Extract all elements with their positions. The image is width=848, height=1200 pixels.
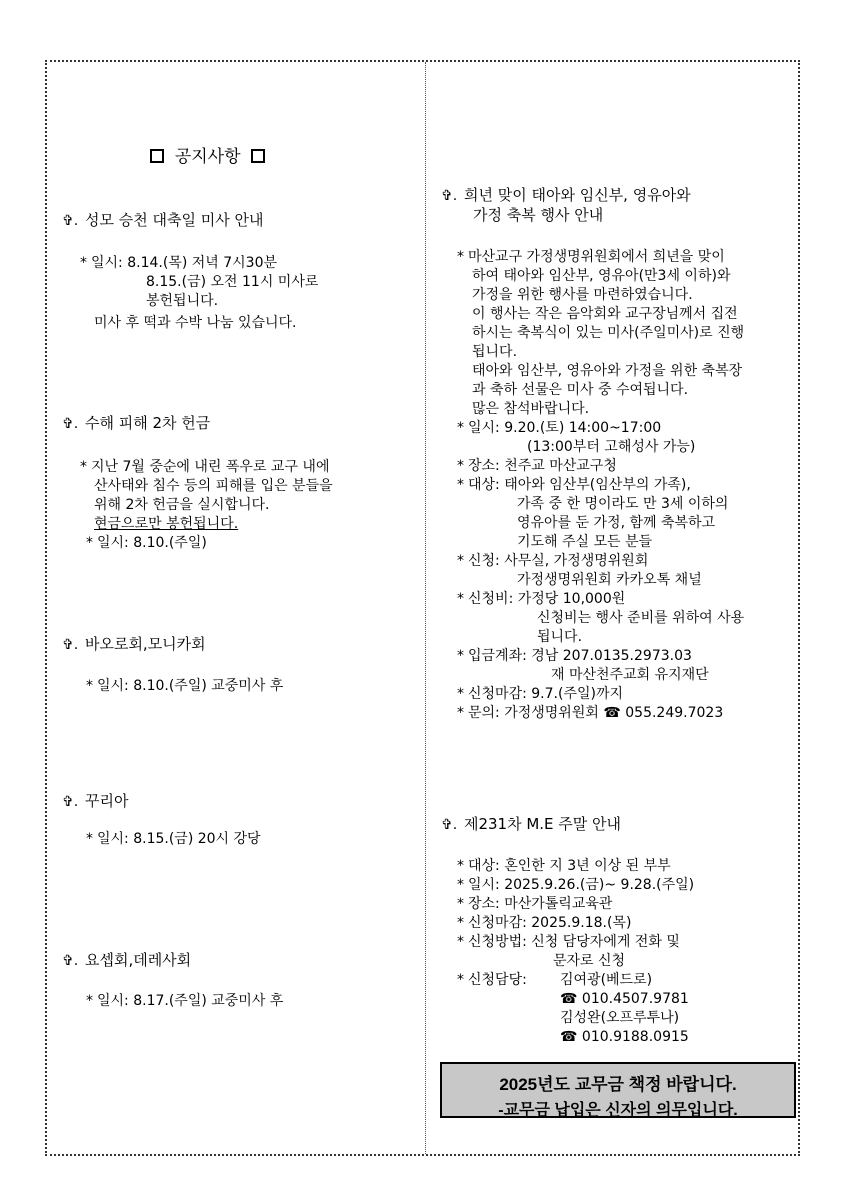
detail-line: * 문의: 가정생명위원회 ☎ 055.249.7023 xyxy=(457,705,724,721)
column-divider xyxy=(425,62,426,1154)
detail-line: * 장소: 마산가톨릭교육관 xyxy=(457,896,613,912)
notice-line: * 마산교구 가정생명위원회에서 희년을 맞이 xyxy=(457,249,725,265)
notice-line: 산사태와 침수 등의 피해를 입은 분들을 xyxy=(94,478,333,494)
contact-name: 김성완(오프루투나) xyxy=(560,1010,680,1026)
contact-phone: ☎ 010.9188.0915 xyxy=(560,1029,689,1045)
notice-line: 하시는 축복식이 있는 미사(주일미사)로 진행 xyxy=(472,325,745,341)
cross-icon: ✞. xyxy=(441,817,458,833)
phone-icon: ☎ xyxy=(560,1029,578,1045)
detail-line: 영유아를 둔 가정, 함께 축복하고 xyxy=(517,515,716,531)
detail-line: * 신청: 사무실, 가정생명위원회 xyxy=(457,553,649,569)
notice-line: 봉헌됩니다. xyxy=(146,293,219,309)
section-heading: ✞. 바오로회,모니카회 xyxy=(62,635,206,653)
section-heading: ✞. 수해 피해 2차 헌금 xyxy=(62,414,211,432)
phone-icon: ☎ xyxy=(603,705,621,721)
cross-icon: ✞. xyxy=(62,953,79,969)
detail-line: 문자로 신청 xyxy=(553,953,626,969)
notice-line: * 일시: 8.10.(주일) xyxy=(86,535,207,551)
phone-number: 055.249.7023 xyxy=(625,705,724,721)
page-title xyxy=(150,148,265,167)
detail-line: 됩니다. xyxy=(537,629,583,645)
detail-line: * 장소: 천주교 마산교구청 xyxy=(457,458,617,474)
banner-line-1: 2025년도 교무금 책정 바랍니다. xyxy=(499,1075,737,1094)
square-bullet-icon xyxy=(251,149,265,163)
notice-line: 8.15.(금) 오전 11시 미사로 xyxy=(146,274,319,290)
notice-line: 하여 태아와 임산부, 영유아(만3세 이하)와 xyxy=(472,268,731,284)
notice-line: * 일시: 8.14.(목) 저녁 7시30분 xyxy=(80,255,278,271)
detail-line: 기도해 주실 모든 분들 xyxy=(517,534,653,550)
cross-icon: ✞. xyxy=(441,188,458,204)
section-heading: ✞. 꾸리아 xyxy=(62,792,129,810)
section-heading: ✞. 제231차 M.E 주말 안내 xyxy=(441,815,622,833)
notice-line: * 일시: 8.10.(주일) 교중미사 후 xyxy=(86,678,284,694)
cross-icon: ✞. xyxy=(62,213,79,229)
detail-line: 가정생명위원회 카카오톡 채널 xyxy=(517,572,702,588)
cross-icon: ✞. xyxy=(62,637,79,653)
contact-name: 김여광(베드로) xyxy=(560,972,653,988)
contact-phone: ☎ 010.4507.9781 xyxy=(560,991,689,1007)
page-title-text: 공지사항 xyxy=(174,147,241,167)
notice-line: * 지난 7월 중순에 내린 폭우로 교구 내에 xyxy=(80,459,330,475)
section-heading: ✞. 요셉회,데레사회 xyxy=(62,951,192,969)
section-heading: 가정 축복 행사 안내 xyxy=(473,206,604,224)
section-heading: ✞. 성모 승천 대축일 미사 안내 xyxy=(62,211,264,229)
detail-line: (13:00부터 고해성사 가능) xyxy=(527,439,696,455)
banner-line-2: -교무금 납입은 신자의 의무입니다. xyxy=(498,1102,738,1119)
detail-line: * 입금계좌: 경남 207.0135.2973.03 xyxy=(457,648,692,664)
detail-line: * 신청마감: 9.7.(주일)까지 xyxy=(457,686,623,702)
detail-line: 가족 중 한 명이라도 만 3세 이하의 xyxy=(517,496,729,512)
detail-line: * 일시: 9.20.(토) 14:00~17:00 xyxy=(457,420,662,436)
section-heading: ✞. 희년 맞이 태아와 임신부, 영유아와 xyxy=(441,186,691,204)
cross-icon: ✞. xyxy=(62,416,79,432)
detail-line: * 대상: 태아와 임산부(임산부의 가족), xyxy=(457,477,691,493)
detail-line: * 신청마감: 2025.9.18.(목) xyxy=(457,915,632,931)
detail-line: 신청비는 행사 준비를 위하여 사용 xyxy=(537,610,745,626)
detail-line: * 대상: 혼인한 지 3년 이상 된 부부 xyxy=(457,858,671,874)
detail-line: 재 마산천주교회 유지재단 xyxy=(551,667,709,683)
notice-line: 많은 참석바랍니다. xyxy=(472,401,590,417)
notice-line: 가정을 위한 행사를 마련하였습니다. xyxy=(472,287,693,303)
notice-line: 됩니다. xyxy=(472,344,518,360)
notice-line: 과 축하 선물은 미사 중 수여됩니다. xyxy=(472,382,689,398)
notice-line: 위해 2차 헌금을 실시합니다. xyxy=(94,497,270,513)
notice-line: 미사 후 떡과 수박 나눔 있습니다. xyxy=(94,315,297,331)
detail-line: * 신청담당: xyxy=(457,972,527,988)
notice-line: * 일시: 8.17.(주일) 교중미사 후 xyxy=(86,993,284,1009)
cross-icon: ✞. xyxy=(62,794,79,810)
notice-line: * 일시: 8.15.(금) 20시 강당 xyxy=(86,831,261,847)
tithe-banner xyxy=(440,1062,796,1118)
notice-line: 태아와 임산부, 영유아와 가정을 위한 축복장 xyxy=(472,363,743,379)
detail-line: * 일시: 2025.9.26.(금)~ 9.28.(주일) xyxy=(457,877,695,893)
notice-line: 이 행사는 작은 음악회와 교구장님께서 집전 xyxy=(472,306,738,322)
notice-line: 현금으로만 봉헌됩니다. xyxy=(94,516,239,532)
detail-line: * 신청방법: 신청 담당자에게 전화 및 xyxy=(457,934,680,950)
detail-line: * 신청비: 가정당 10,000원 xyxy=(457,591,626,607)
square-bullet-icon xyxy=(150,149,164,163)
phone-icon: ☎ xyxy=(560,991,578,1007)
